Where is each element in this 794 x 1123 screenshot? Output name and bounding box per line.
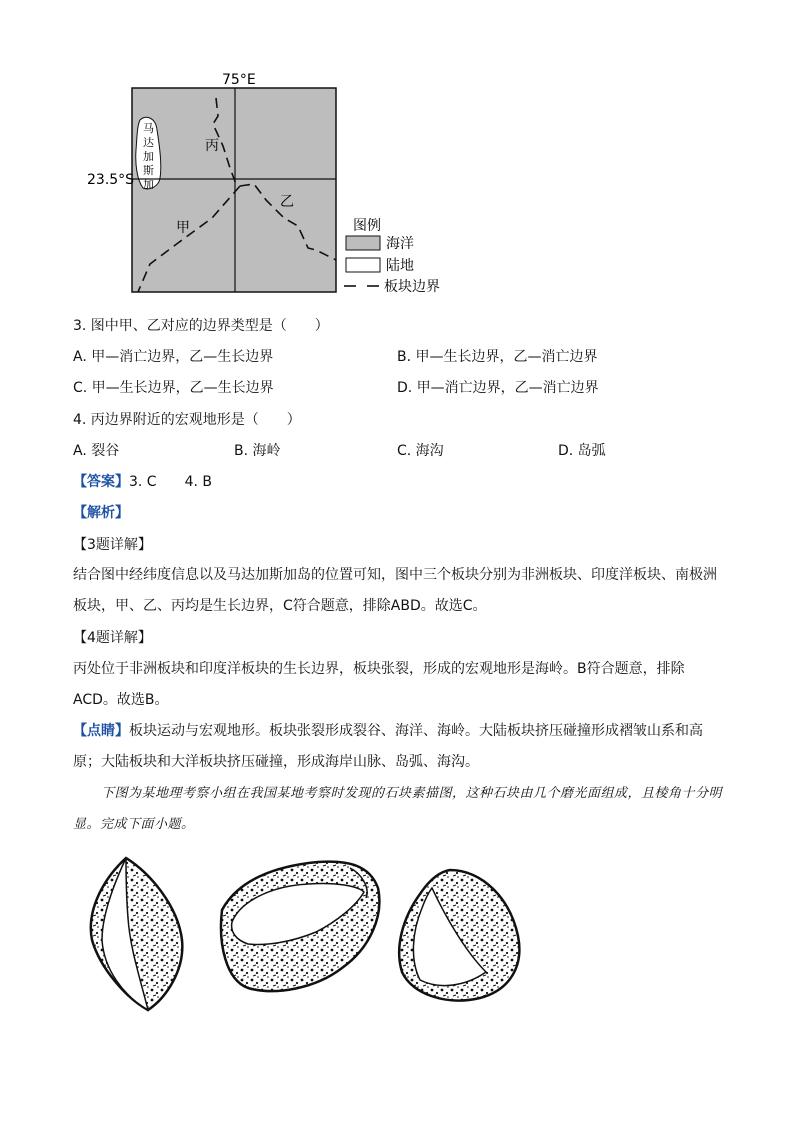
analysis-tag: 【解析】: [73, 505, 129, 521]
answer-text: 3. C 4. B: [129, 474, 212, 490]
detail4-heading: 【4题详解】: [73, 630, 152, 646]
stone-2: [221, 862, 379, 991]
legend-land-swatch: [346, 258, 380, 272]
q4-option-b: B. 海岭: [234, 443, 281, 459]
q3-option-a: A. 甲—消亡边界，乙—生长边界: [73, 349, 274, 365]
svg-text:加: 加: [143, 150, 154, 163]
answer-tag: 【答案】: [73, 474, 129, 490]
legend-boundary-label: 板块边界: [384, 279, 440, 295]
label-yi: 乙: [280, 194, 294, 210]
map-ocean-area: [132, 88, 336, 292]
q4-option-c: C. 海沟: [397, 443, 444, 459]
map-legend: [344, 218, 440, 295]
legend-title: 图例: [353, 218, 381, 234]
meridian-label: 75°E: [222, 72, 256, 88]
answer-line: [73, 472, 212, 492]
label-jia: 甲: [176, 220, 190, 236]
q3-stem: 3. 图中甲、乙对应的边界类型是（ ）: [73, 318, 329, 334]
tip-paragraph: [73, 716, 725, 778]
label-bing: 丙: [205, 138, 219, 154]
q3-option-b: B. 甲—生长边界，乙—消亡边界: [397, 349, 598, 365]
stone-1: [91, 858, 182, 1010]
q4-option-a: A. 裂谷: [73, 443, 120, 459]
svg-text:达: 达: [143, 136, 154, 149]
svg-text:马: 马: [143, 122, 154, 135]
island-label: [143, 122, 154, 191]
stone-3: [399, 870, 519, 1000]
legend-ocean-label: 海洋: [386, 236, 414, 252]
q3-option-c: C. 甲—生长边界，乙—生长边界: [73, 380, 274, 396]
stone-sketches: [70, 848, 540, 1018]
q3-option-d: D. 甲—消亡边界，乙—消亡边界: [397, 380, 599, 396]
plate-boundary-map: [80, 68, 480, 304]
q4-stem: 4. 丙边界附近的宏观地形是（ ）: [73, 412, 301, 428]
detail3-text: 结合图中经纬度信息以及马达加斯加岛的位置可知，图中三个板块分别为非洲板块、印度洋板块、南极洲板块，甲、乙、丙均是生长边界，C符合题意，排除ABD。故选C。: [73, 567, 717, 614]
detail3-heading: 【3题详解】: [73, 537, 152, 553]
svg-text:加: 加: [143, 178, 154, 191]
detail4-text: 丙处位于非洲板块和印度洋板块的生长边界，板块张裂，形成的宏观地形是海岭。B符合题意，排除ACD。故选B。: [73, 661, 685, 708]
legend-ocean-swatch: [346, 236, 380, 250]
q4-option-d: D. 岛弧: [558, 443, 606, 459]
stone-intro-text: 下图为某地理考察小组在我国某地考察时发现的石块素描图，这种石块由几个磨光面组成，且棱角十分明显。完成下面小题。: [73, 786, 723, 832]
legend-land-label: 陆地: [386, 258, 414, 274]
tip-tag: 【点睛】: [73, 723, 129, 739]
parallel-label: 23.5°S: [87, 172, 135, 188]
tip-text: 板块运动与宏观地形。板块张裂形成裂谷、海洋、海岭。大陆板块挤压碰撞形成褶皱山系和高原；大陆板块和大洋板块挤压碰撞，形成海岸山脉、岛弧、海沟。: [73, 723, 703, 770]
svg-text:斯: 斯: [143, 164, 154, 177]
analysis-line: [73, 503, 129, 523]
